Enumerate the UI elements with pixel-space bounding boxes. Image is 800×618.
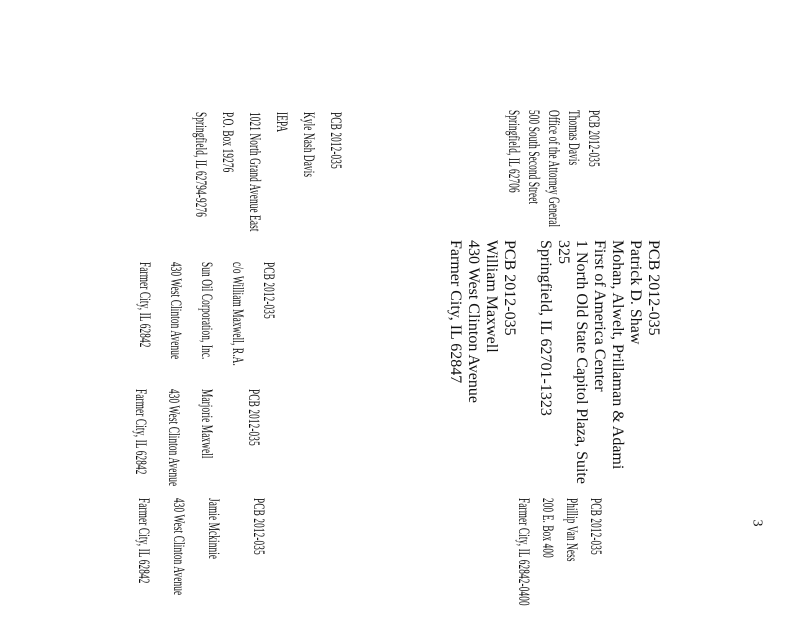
address-line: Farmer City, IL 62842-0400: [515, 498, 532, 606]
address-line: PCB 2012-035: [645, 240, 662, 336]
address-block-marjorie: [132, 389, 262, 486]
address-line: 430 West Clinton Avenue: [165, 389, 182, 487]
address-line: c/o William Maxwell, R.A.: [229, 262, 246, 366]
address-line: Farmer City, IL 62842: [132, 389, 149, 475]
address-line: Mohan, Alwelt, Prillaman & Adami: [609, 240, 626, 470]
address-line: Patrick D. Shaw: [627, 240, 644, 345]
address-line: IEPA: [273, 112, 290, 133]
address-line: Springfield, IL 62706: [505, 110, 522, 193]
address-line: 1 North Old State Capitol Plaza, Suite: [573, 240, 590, 484]
address-line: Farmer City, IL 62847: [447, 240, 464, 384]
address-line: Farmer City, IL 62842: [136, 262, 153, 348]
address-line: PCB 2012-035: [250, 498, 267, 555]
address-block-shaw: [446, 240, 662, 484]
address-line: Springfield, IL 62794-9276: [192, 112, 209, 217]
address-line: Kyle Nash Davis: [300, 112, 317, 178]
address-line: William Maxwell: [483, 240, 500, 353]
address-line: PCB 2012-035: [327, 112, 344, 169]
page-number: 3: [749, 519, 765, 527]
address-line: 500 South Second Street: [525, 110, 542, 205]
address-line: Marjorie Maxwell: [198, 389, 215, 459]
address-line: Farmer City, IL 62842: [135, 498, 152, 584]
address-block-davis: [505, 110, 602, 227]
address-line: PCB 2012-035: [501, 240, 518, 336]
address-line: 200 E. Box 400: [539, 498, 556, 558]
address-line: Phillip Van Ness: [563, 498, 580, 562]
address-line: PCB 2012-035: [585, 110, 602, 167]
address-line: PCB 2012-035: [260, 262, 277, 319]
address-line: Jamie Mckinnie: [205, 498, 222, 560]
address-line: 325: [555, 240, 572, 264]
address-block-nash: [192, 112, 344, 232]
address-line: PCB 2012-035: [587, 498, 604, 555]
address-line: 430 West Clinton Avenue: [465, 240, 482, 403]
address-line: Office of the Attorney General: [545, 110, 562, 228]
address-line: First of America Center: [591, 240, 608, 392]
address-line: Thomas Davis: [565, 110, 582, 166]
address-line: PCB 2012-035: [245, 389, 262, 446]
address-block-mckinnie: [135, 498, 267, 595]
address-block-van-ness: [515, 498, 604, 606]
address-line: 1021 North Grand Avenue East: [246, 112, 263, 232]
address-block-maxwell-corp: [136, 262, 277, 366]
address-line: 430 West Clinton Avenue: [170, 498, 187, 596]
blank-line: [518, 240, 536, 484]
address-line: Springfield, IL 62701-1323: [537, 240, 554, 416]
address-line: 430 West Clinton Avenue: [167, 262, 184, 360]
address-line: Sun Oil Corporation, Inc.: [198, 262, 215, 360]
address-line: P.O. Box 19276: [219, 112, 236, 173]
